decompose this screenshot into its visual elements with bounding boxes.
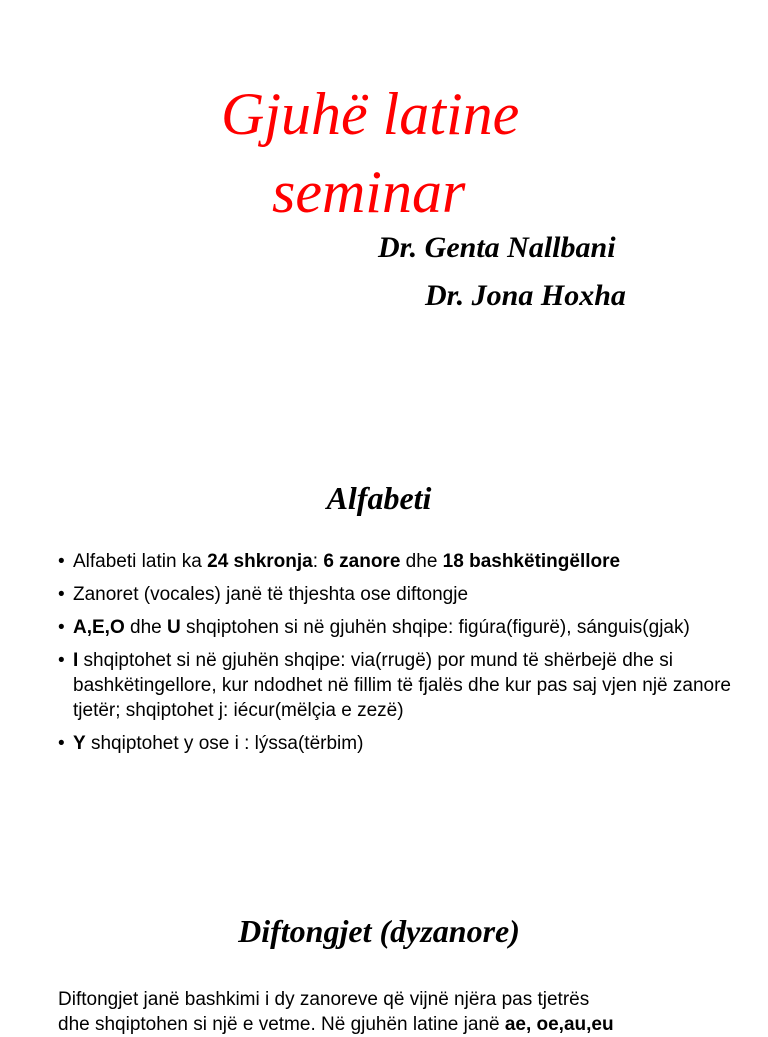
bullet-icon: • — [58, 650, 65, 671]
slide-heading: Diftongjet (dyzanore) — [238, 913, 520, 949]
author-1: Dr. Genta Nallbani — [378, 231, 616, 264]
paragraph-line: Diftongjet janë bashkimi i dy zanoreve që vijnë njëra pas tjetrës — [58, 989, 590, 1010]
bullet-text: dhe — [124, 617, 167, 638]
title-line-1: Gjuhë latine — [221, 81, 520, 147]
bullet-bold: U — [167, 617, 181, 638]
bullet-bold: 18 bashkëtingëllore — [442, 551, 621, 572]
paragraph — [58, 987, 748, 1037]
bullet-text: : — [312, 551, 324, 572]
bullet-bold: I — [73, 650, 79, 671]
bullet-text: Zanoret (vocales) janë të thjeshta ose diftongje — [73, 584, 469, 605]
bullet-icon: • — [58, 551, 65, 572]
bullet-text: dhe — [400, 551, 443, 572]
bullet-item — [58, 582, 748, 607]
alphabet-slide — [0, 440, 768, 860]
bullet-item — [58, 615, 748, 640]
paragraph-line: dhe shqiptohen si një e vetme. Në gjuhën latine janë — [58, 1014, 505, 1035]
paragraph-bold: ae, oe,au,eu — [504, 1014, 614, 1035]
slide-heading: Alfabeti — [326, 480, 432, 516]
bullet-bold: Y — [73, 733, 86, 754]
bullet-text: Alfabeti latin ka — [73, 551, 208, 572]
bullet-icon: • — [58, 733, 65, 754]
bullet-text: shqiptohet si në gjuhën shqipe: via(rrugë) por mund të shërbejë dhe si bashkëtingellore, kur ndodhet në fillim të fjalës dhe kur pas saj vjen një zanore tjetër; shqiptohet j: iécur(mëlçia e zezë) — [73, 650, 731, 721]
bullet-text: shqiptohen si në gjuhën shqipe: figúra(figurë), sánguis(gjak) — [180, 617, 690, 638]
bullet-list — [58, 549, 748, 764]
bullet-text: shqiptohet y ose i : lýssa(tërbim) — [85, 733, 364, 754]
bullet-item — [58, 648, 748, 723]
author-2: Dr. Jona Hoxha — [425, 279, 626, 312]
bullet-bold: 24 shkronja — [207, 551, 313, 572]
bullet-icon: • — [58, 617, 65, 638]
bullet-icon: • — [58, 584, 65, 605]
diphthong-slide — [0, 860, 768, 1035]
title-slide — [0, 0, 768, 440]
bullet-item — [58, 549, 748, 574]
bullet-item — [58, 731, 748, 756]
title-line-2: seminar — [272, 159, 466, 225]
bullet-bold: A,E,O — [73, 617, 125, 638]
bullet-bold: 6 zanore — [323, 551, 401, 572]
